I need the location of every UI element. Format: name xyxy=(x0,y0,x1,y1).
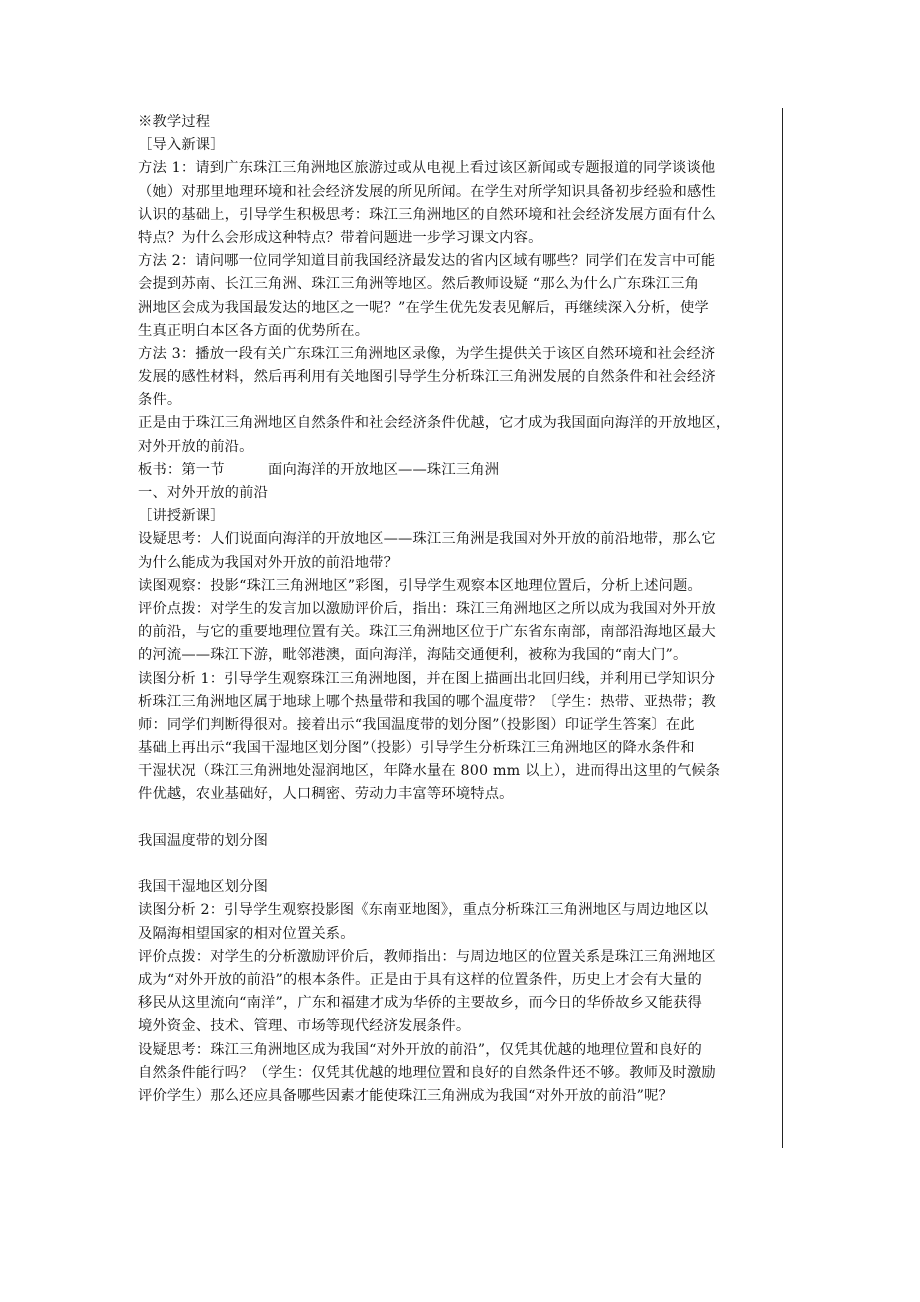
blank-line xyxy=(138,807,784,830)
subsection-heading: ［讲授新课］ xyxy=(138,508,225,525)
subsection-heading: ［导入新课］ xyxy=(138,137,225,154)
section-heading: ※教学过程 xyxy=(138,114,211,130)
figure-caption-dry-wet-regions: 我国干湿地区划分图 xyxy=(138,879,269,896)
text-line: 读图分析 1：引导学生观察珠江三角洲地图，并在图上描画出北回归线，并利用已学知识分 xyxy=(138,670,716,687)
text-line: 基础上再出示“我国干湿地区划分图”（投影）引导学生分析珠江三角洲地区的降水条件和 xyxy=(138,740,695,757)
text-line: 发展的感性材料，然后再利用有关地图引导学生分析珠江三角洲发展的自然条件和社会经济 xyxy=(138,369,716,386)
text-line: 读图分析 2：引导学生观察投影图《东南亚地图》，重点分析珠江三角洲地区与周边地区以 xyxy=(138,902,709,919)
text-line: 生真正明白本区各方面的优势所在。 xyxy=(138,322,370,339)
text-line: 干湿状况（珠江三角洲地处湿润地区，年降水量在 800 mm 以上），进而得出这里的气候条 xyxy=(138,763,721,780)
text-line: 设疑思考：人们说面向海洋的开放地区——珠江三角洲是我国对外开放的前沿地带，那么它 xyxy=(138,531,716,548)
text-line: 正是由于珠江三角洲地区自然条件和社会经济条件优越，它才成为我国面向海洋的开放地区， xyxy=(138,415,731,432)
text-line: 移民从这里流向“南洋”，广东和福建才成为华侨的主要故乡，而今日的华侨故乡又能获得 xyxy=(138,995,702,1012)
text-line: 条件。 xyxy=(138,392,182,409)
text-line: 评价点拨：对学生的发言加以激励评价后，指出：珠江三角洲地区之所以成为我国对外开放 xyxy=(138,600,716,617)
outline-heading: 一、对外开放的前沿 xyxy=(138,485,269,501)
text-line: 及隔海相望国家的相对位置关系。 xyxy=(138,925,355,942)
text-line: 境外资金、技术、管理、市场等现代经济发展条件。 xyxy=(138,1018,471,1035)
document-body xyxy=(138,111,784,1108)
text-line: 会提到苏南、长江三角洲、珠江三角洲等地区。然后教师设疑 “那么为什么广东珠江三角 xyxy=(138,276,700,293)
text-line: 的河流——珠江下游，毗邻港澳，面向海洋，海陆交通便利，被称为我国的“南大门”。 xyxy=(138,647,688,664)
blank-line xyxy=(138,853,784,876)
text-line: 自然条件能行吗？（学生：仅凭其优越的地理位置和良好的自然条件还不够。教师及时激励 xyxy=(138,1064,716,1081)
text-line: 洲地区会成为我国最发达的地区之一呢？”在学生优先发表见解后，再继续深入分析，使学 xyxy=(138,299,709,316)
text-line: 为什么能成为我国对外开放的前沿地带？ xyxy=(138,554,399,571)
text-line: 认识的基础上，引导学生积极思考：珠江三角洲地区的自然环境和社会经济发展方面有什么 xyxy=(138,206,716,223)
text-line: 师：同学们判断得很对。接着出示“我国温度带的划分图”（投影图）印证学生答案〕在此 xyxy=(138,716,695,733)
text-line: 方法 1：请到广东珠江三角洲地区旅游过或从电视上看过该区新闻或专题报道的同学谈谈他 xyxy=(138,160,716,177)
text-line: 特点？为什么会形成这种特点？带着问题进一步学习课文内容。 xyxy=(138,229,543,246)
text-line: 件优越，农业基础好，人口稠密、劳动力丰富等环境特点。 xyxy=(138,786,514,803)
text-line: 对外开放的前沿。 xyxy=(138,438,254,455)
text-line: 方法 3：播放一段有关广东珠江三角洲地区录像，为学生提供关于该区自然环境和社会经济 xyxy=(138,345,716,362)
text-line: 设疑思考：珠江三角洲地区成为我国“对外开放的前沿”，仅凭其优越的地理位置和良好的 xyxy=(138,1041,702,1058)
board-title-line: 板书：第一节 面向海洋的开放地区——珠江三角洲 xyxy=(138,461,500,478)
text-line: 成为“对外开放的前沿”的根本条件。正是由于具有这样的位置条件，历史上才会有大量的 xyxy=(138,971,702,988)
text-line: 读图观察：投影“珠江三角洲地区”彩图，引导学生观察本区地理位置后，分析上述问题。 xyxy=(138,577,702,594)
text-line: 的前沿，与它的重要地理位置有关。珠江三角洲地区位于广东省东南部，南部沿海地区最大 xyxy=(138,624,716,641)
text-line: 评价点拨：对学生的分析激励评价后，教师指出：与周边地区的位置关系是珠江三角洲地区 xyxy=(138,948,716,965)
text-line: 析珠江三角洲地区属于地球上哪个热量带和我国的哪个温度带？〔学生：热带、亚热带；教 xyxy=(138,693,716,710)
text-line: （她）对那里地理环境和社会经济发展的所见所闻。在学生对所学知识具备初步经验和感性 xyxy=(138,183,716,200)
text-line: 方法 2：请问哪一位同学知道目前我国经济最发达的省内区域有哪些？同学们在发言中可能 xyxy=(138,253,716,270)
text-line: 评价学生）那么还应具备哪些因素才能使珠江三角洲成为我国“对外开放的前沿”呢？ xyxy=(138,1087,674,1104)
figure-caption-temperature-zones: 我国温度带的划分图 xyxy=(138,832,269,849)
